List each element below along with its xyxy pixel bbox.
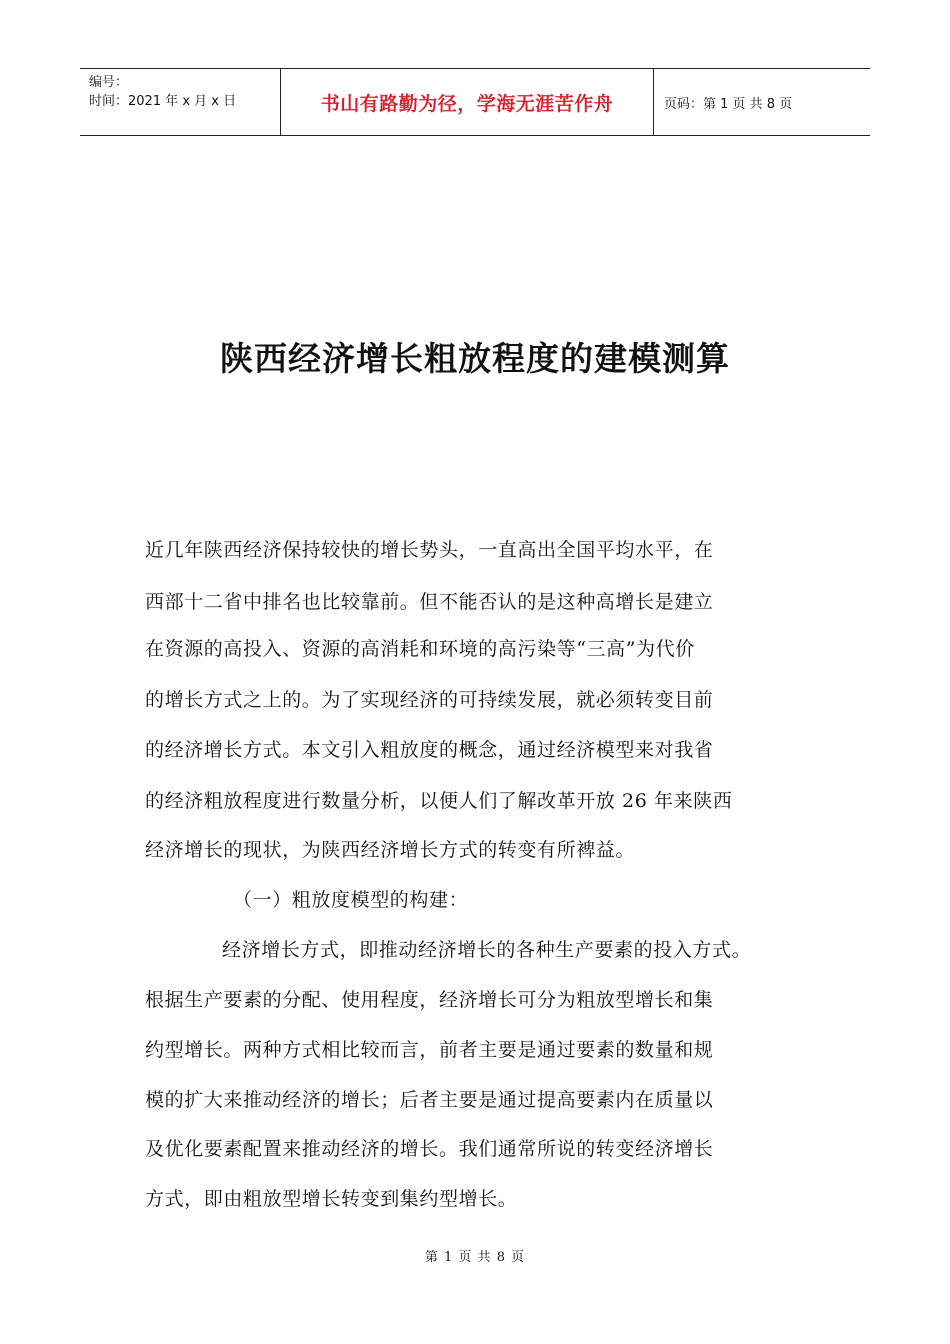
body-line: 在资源的高投入、资源的高消耗和环境的高污染等“三高”为代价 [145,638,695,660]
page-header [80,68,870,136]
header-page-code: 页码：第 1 页 共 8 页 [664,96,793,112]
body-line: 及优化要素配置来推动经济的增长。我们通常所说的转变经济增长 [145,1138,714,1160]
section-heading: （一）粗放度模型的构建： [233,889,469,911]
body-line: 经济增长的现状，为陕西经济增长方式的转变有所裨益。 [145,839,636,861]
body-line: 经济增长方式，即推动经济增长的各种生产要素的投入方式。 [222,939,752,961]
header-motto: 书山有路勤为径，学海无涯苦作舟 [281,69,654,135]
body-line: 的增长方式之上的。为了实现经济的可持续发展，就必须转变目前 [145,689,714,711]
header-meta-cell [80,69,281,135]
date-label: 时间：2021 年 x 月 x 日 [89,94,237,109]
document-title: 陕西经济增长粗放程度的建模测算 [220,339,730,378]
body-line: 西部十二省中排名也比较靠前。但不能否认的是这种高增长是建立 [145,591,714,613]
page-footer: 第 1 页 共 8 页 [424,1250,526,1265]
body-line: 模的扩大来推动经济的增长；后者主要是通过提高要素内在质量以 [145,1089,714,1111]
body-line: 的经济粗放程度进行数量分析，以便人们了解改革开放 26 年来陕西 [145,790,733,812]
serial-number-label: 编号： [89,75,129,90]
body-line: 方式，即由粗放型增长转变到集约型增长。 [145,1188,518,1210]
body-line: 的经济增长方式。本文引入粗放度的概念，通过经济模型来对我省 [145,739,714,761]
body-line: 根据生产要素的分配、使用程度，经济增长可分为粗放型增长和集 [145,989,714,1011]
body-line: 近几年陕西经济保持较快的增长势头，一直高出全国平均水平，在 [145,539,714,561]
body-line: 约型增长。两种方式相比较而言，前者主要是通过要素的数量和规 [145,1039,714,1061]
